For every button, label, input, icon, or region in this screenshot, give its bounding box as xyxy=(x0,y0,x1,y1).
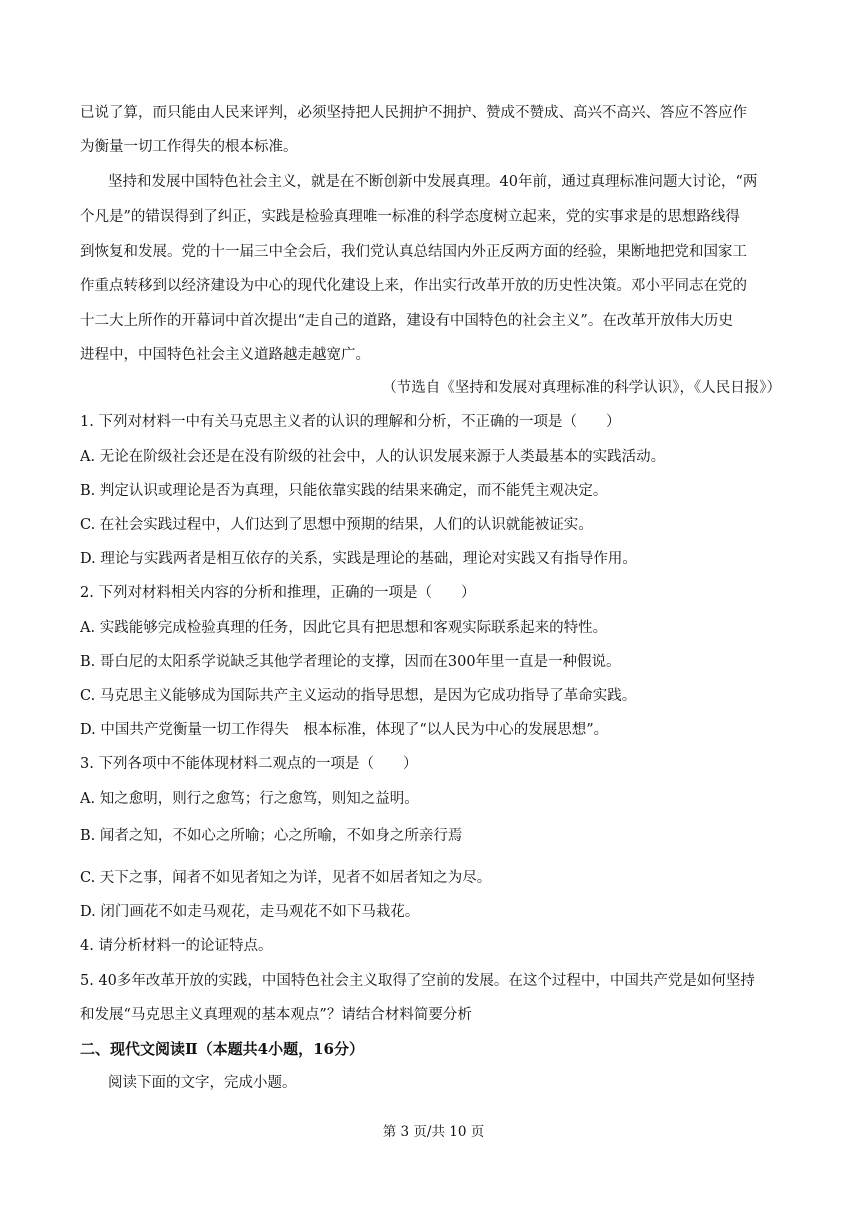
question-3-option-a: A. 知之愈明，则行之愈笃；行之愈笃，则知之益明。 xyxy=(80,791,419,807)
question-2-stem: 2. 下列对材料相关内容的分析和推理，正确的一项是（ ） xyxy=(80,585,476,601)
question-1-option-a: A. 无论在阶级社会还是在没有阶级的社会中，人的认识发展来源于人类最基本的实践活动。 xyxy=(80,449,666,465)
question-1-option-d: D. 理论与实践两者是相互依存的关系，实践是理论的基础，理论对实践又有指导作用。 xyxy=(80,551,637,567)
question-2-option-d: D. 中国共产党衡量一切工作得失 根本标准，体现了“以人民为中心的发展思想”。 xyxy=(80,722,609,738)
question-3-option-b: B. 闻者之知，不如心之所喻；心之所喻，不如身之所亲行焉 xyxy=(80,828,463,844)
page-footer: 第 3 页/共 10 页 xyxy=(382,1124,485,1140)
paragraph-line: 十二大上所作的开幕词中首次提出“走自己的道路，建设有中国特色的社会主义”。在改革开放伟大历史 xyxy=(80,313,733,329)
question-4: 4. 请分析材料一的论证特点。 xyxy=(80,938,273,954)
question-2-option-a: A. 实践能够完成检验真理的任务，因此它具有把思想和客观实际联系起来的特性。 xyxy=(80,620,608,636)
paragraph-line: 已说了算，而只能由人民来评判，必须坚持把人民拥护不拥护、赞成不赞成、高兴不高兴、答应不答应作 xyxy=(80,105,747,121)
question-5-line: 5. 40多年改革开放的实践，中国特色社会主义取得了空前的发展。在这个过程中，中国共产党是如何坚持 xyxy=(80,973,755,989)
question-1-stem: 1. 下列对材料一中有关马克思主义者的认识的理解和分析，不正确的一项是（ ） xyxy=(80,414,621,430)
question-2-option-b: B. 哥白尼的太阳系学说缺乏其他学者理论的支撑，因而在300年里一直是一种假说。 xyxy=(80,654,621,670)
question-5-line: 和发展“马克思主义真理观的基本观点”？请结合材料简要分析 xyxy=(80,1007,472,1023)
paragraph-line: 坚持和发展中国特色社会主义，就是在不断创新中发展真理。40年前，通过真理标准问题大讨论，“两 xyxy=(108,174,758,190)
source-citation: （节选自《坚持和发展对真理标准的科学认识》，《人民日报》） xyxy=(382,380,781,396)
paragraph-line: 个凡是”的错误得到了纠正，实践是检验真理唯一标准的科学态度树立起来，党的实事求是的思想路线得 xyxy=(80,209,740,225)
section-instruction: 阅读下面的文字，完成小题。 xyxy=(108,1075,297,1091)
question-3-option-d: D. 闭门画花不如走马观花，走马观花不如下马栽花。 xyxy=(80,904,420,920)
paragraph-line: 进程中，中国特色社会主义道路越走越宽广。 xyxy=(80,347,370,363)
question-1-option-b: B. 判定认识或理论是否为真理，只能依靠实践的结果来确定，而不能凭主观决定。 xyxy=(80,483,608,499)
paragraph-line: 到恢复和发展。党的十一届三中全会后，我们党认真总结国内外正反两方面的经验，果断地把党和国家工 xyxy=(80,244,747,260)
question-2-option-c: C. 马克思主义能够成为国际共产主义运动的指导思想，是因为它成功指导了革命实践。 xyxy=(80,688,637,704)
section-heading: 二、现代文阅读Ⅱ（本题共4小题，16分） xyxy=(80,1040,364,1058)
question-3-stem: 3. 下列各项中不能体现材料二观点的一项是（ ） xyxy=(80,756,418,772)
question-3-option-c: C. 天下之事，闻者不如见者知之为详，见者不如居者知之为尽。 xyxy=(80,870,492,886)
paragraph-line: 作重点转移到以经济建设为中心的现代化建设上来，作出实行改革开放的历史性决策。邓小平同志在党的 xyxy=(80,278,747,294)
paragraph-line: 为衡量一切工作得失的根本标准。 xyxy=(80,139,298,155)
question-1-option-c: C. 在社会实践过程中，人们达到了思想中预期的结果，人们的认识就能被证实。 xyxy=(80,517,593,533)
